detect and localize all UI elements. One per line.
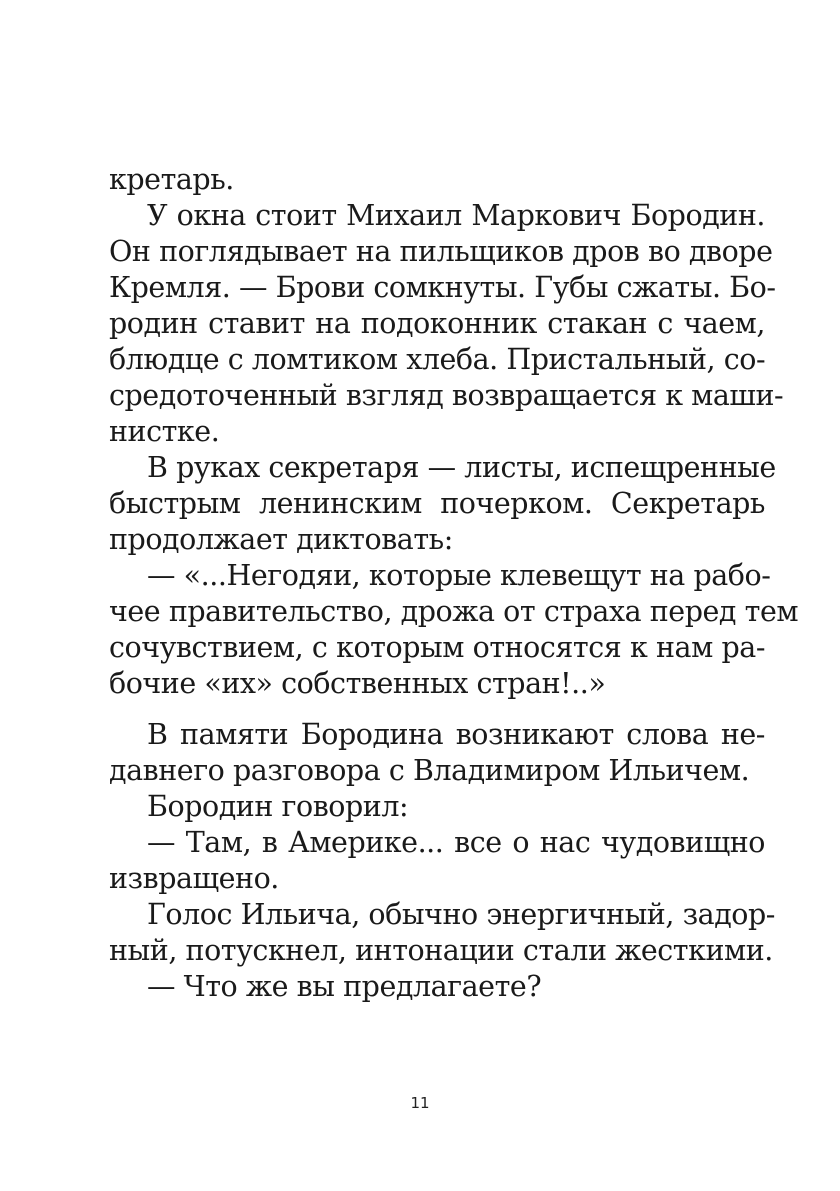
text-line: ный, потускнел, интонации стали жесткими. <box>109 934 773 967</box>
text-line: чее правительство, дрожа от страха перед тем <box>109 595 799 628</box>
text-line: родин ставит на подоконник стакан с чаем, <box>109 307 765 340</box>
text-line: сочувствием, с которым относятся к нам ра- <box>109 631 765 664</box>
text-line: блюдце с ломтиком хлеба. Пристальный, со- <box>109 343 766 376</box>
text-line: извращено. <box>109 862 279 895</box>
text-line: Он поглядывает на пильщиков дров во дворе <box>109 235 773 268</box>
text-line: У окна стоит Михаил Маркович Бородин. <box>147 199 765 232</box>
text-line: — Что же вы предлагаете? <box>147 970 542 1003</box>
text-line: средоточенный взгляд возвращается к маши- <box>109 379 784 412</box>
page-number: 11 <box>410 1094 430 1112</box>
text-line: В памяти Бородина возникают слова не- <box>147 718 765 751</box>
text-line: — «...Негодяи, которые клевещут на рабо- <box>147 559 771 592</box>
text-line: нистке. <box>109 415 220 448</box>
text-line: кретарь. <box>109 163 234 196</box>
text-line: Голос Ильича, обычно энергичный, задор- <box>147 898 775 931</box>
text-line: — Там, в Америке... все о нас чудовищно <box>147 826 765 859</box>
text-line: Кремля. — Брови сомкнуты. Губы сжаты. Бо- <box>109 271 776 304</box>
text-line: В руках секретаря — листы, испещренные <box>147 451 776 484</box>
text-line: давнего разговора с Владимиром Ильичем. <box>109 754 750 787</box>
text-line: продолжает диктовать: <box>109 523 453 556</box>
text-line: бочие «их» собственных стран!..» <box>109 667 606 700</box>
text-line: быстрым ленинским почерком. Секретарь <box>109 487 765 520</box>
text-line: Бородин говорил: <box>147 790 409 823</box>
